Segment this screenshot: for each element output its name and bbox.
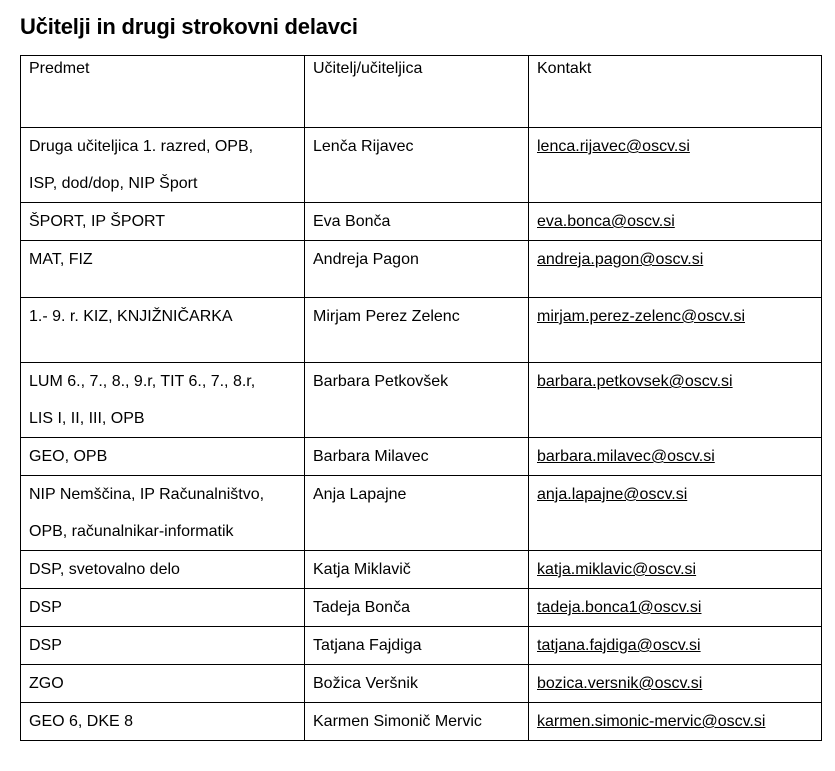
email-link[interactable]: anja.lapajne@oscv.si: [537, 486, 688, 503]
teacher-cell: Katja Miklavič: [305, 551, 529, 589]
subject-cell: [21, 363, 305, 438]
table-row: [21, 551, 822, 589]
email-link[interactable]: eva.bonca@oscv.si: [537, 213, 675, 230]
subject-line: ŠPORT, IP ŠPORT: [29, 213, 166, 230]
email-link[interactable]: bozica.versnik@oscv.si: [537, 675, 703, 692]
subject-line: DSP, svetovalno delo: [29, 561, 180, 578]
contact-cell: [529, 363, 822, 438]
contact-cell: [529, 665, 822, 703]
table-row: [21, 438, 822, 476]
table-row: [21, 298, 822, 363]
header-contact: Kontakt: [529, 56, 822, 128]
email-link[interactable]: andreja.pagon@oscv.si: [537, 251, 704, 268]
teacher-cell: Anja Lapajne: [305, 476, 529, 551]
subject-cell: [21, 665, 305, 703]
subject-cell: [21, 627, 305, 665]
subject-line: Druga učiteljica 1. razred, OPB,: [29, 138, 254, 155]
email-link[interactable]: karmen.simonic-mervic@oscv.si: [537, 713, 766, 730]
table-row: [21, 363, 822, 438]
subject-cell: [21, 476, 305, 551]
teacher-cell: Tadeja Bonča: [305, 589, 529, 627]
teacher-cell: Eva Bonča: [305, 203, 529, 241]
email-link[interactable]: katja.miklavic@oscv.si: [537, 561, 697, 578]
subject-line: MAT, FIZ: [29, 251, 93, 268]
staff-table: [20, 55, 822, 741]
teacher-cell: Barbara Petkovšek: [305, 363, 529, 438]
subject-line: LIS I, II, III, OPB: [29, 410, 145, 427]
table-row: [21, 665, 822, 703]
header-subject: Predmet: [21, 56, 305, 128]
email-link[interactable]: lenca.rijavec@oscv.si: [537, 138, 690, 155]
subject-cell: [21, 241, 305, 298]
subject-line: GEO, OPB: [29, 448, 108, 465]
subject-cell: [21, 438, 305, 476]
contact-cell: [529, 476, 822, 551]
contact-cell: [529, 298, 822, 363]
subject-line: ZGO: [29, 675, 64, 692]
subject-line: OPB, računalnikar-informatik: [29, 523, 234, 540]
email-link[interactable]: barbara.milavec@oscv.si: [537, 448, 715, 465]
teacher-cell: Mirjam Perez Zelenc: [305, 298, 529, 363]
subject-line: GEO 6, DKE 8: [29, 713, 134, 730]
subject-line: NIP Nemščina, IP Računalništvo,: [29, 486, 265, 503]
teacher-cell: Tatjana Fajdiga: [305, 627, 529, 665]
contact-cell: [529, 128, 822, 203]
subject-cell: [21, 128, 305, 203]
contact-cell: [529, 589, 822, 627]
page-title: Učitelji in drugi strokovni delavci: [20, 14, 358, 39]
subject-line: DSP: [29, 599, 62, 616]
header-teacher: Učitelj/učiteljica: [305, 56, 529, 128]
subject-line: LUM 6., 7., 8., 9.r, TIT 6., 7., 8.r,: [29, 373, 256, 390]
subject-cell: [21, 551, 305, 589]
teacher-cell: Barbara Milavec: [305, 438, 529, 476]
table-row: [21, 241, 822, 298]
subject-cell: [21, 703, 305, 741]
teacher-cell: Božica Veršnik: [305, 665, 529, 703]
table-row: [21, 476, 822, 551]
contact-cell: [529, 241, 822, 298]
email-link[interactable]: tadeja.bonca1@oscv.si: [537, 599, 702, 616]
subject-cell: [21, 589, 305, 627]
subject-cell: [21, 298, 305, 363]
teacher-cell: Karmen Simonič Mervic: [305, 703, 529, 741]
table-row: [21, 627, 822, 665]
contact-cell: [529, 703, 822, 741]
subject-line: DSP: [29, 637, 62, 654]
subject-line: ISP, dod/dop, NIP Šport: [29, 175, 198, 192]
email-link[interactable]: barbara.petkovsek@oscv.si: [537, 373, 733, 390]
teacher-cell: Andreja Pagon: [305, 241, 529, 298]
subject-cell: [21, 203, 305, 241]
contact-cell: [529, 438, 822, 476]
table-header-row: [21, 56, 822, 128]
email-link[interactable]: mirjam.perez-zelenc@oscv.si: [537, 308, 745, 325]
email-link[interactable]: tatjana.fajdiga@oscv.si: [537, 637, 701, 654]
contact-cell: [529, 551, 822, 589]
teacher-cell: Lenča Rijavec: [305, 128, 529, 203]
subject-line: 1.- 9. r. KIZ, KNJIŽNIČARKA: [29, 308, 233, 325]
table-row: [21, 203, 822, 241]
contact-cell: [529, 203, 822, 241]
table-row: [21, 589, 822, 627]
contact-cell: [529, 627, 822, 665]
table-row: [21, 128, 822, 203]
table-row: [21, 703, 822, 741]
